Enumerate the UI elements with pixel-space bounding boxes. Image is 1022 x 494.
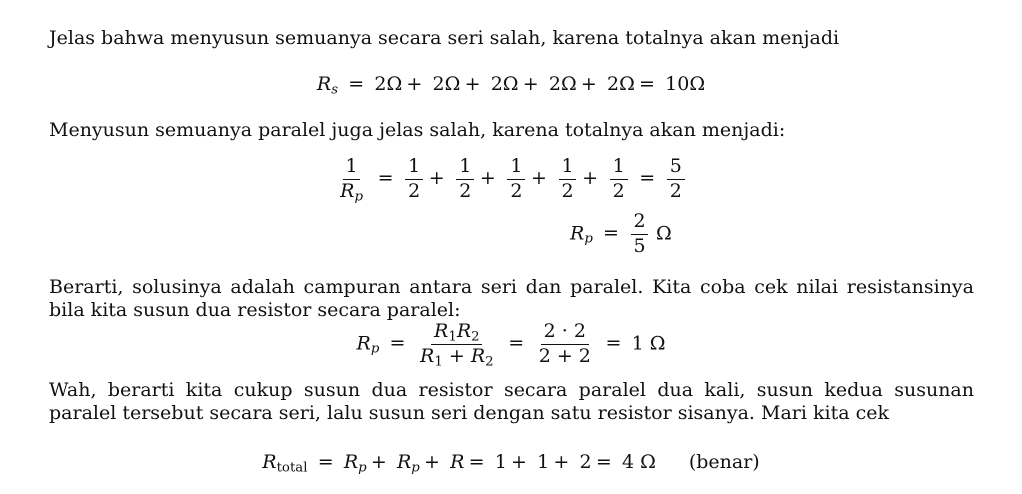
equation-parallel-sum: $\frac{1}{R_p}$ = $\frac{1}{2}$ + $\frac{1}{2}$ + $\frac{1}{2}$ + $\frac{1}{2}$ + $\frac{1}{2}$ = $\frac{5}{2}$: [0, 156, 1022, 203]
equation-total: $R_{total} = R_p + R_p + R = 1 + 1 + 2 = 4$ Ω (benar): [262, 451, 760, 476]
paragraph-mixed-intro: Berarti, solusinya adalah campuran antara seri dan paralel. Kita coba cek nilai resistansinya bila kita susun dua resistor secara paralel:: [49, 276, 974, 321]
equation-series: $R_s = 2\Omega + 2\Omega + 2\Omega + 2\Omega + 2\Omega = 10\Omega$: [316, 73, 706, 98]
paragraph-conclusion: Wah, berarti kita cukup susun dua resistor secara paralel dua kali, susun kedua susunan paralel tersebut secara seri, lalu susun seri dengan satu resistor sisanya. Mari kita cek: [49, 379, 974, 424]
paragraph-parallel-intro: Menyusun semuanya paralel juga jelas salah, karena totalnya akan menjadi:: [49, 119, 786, 141]
equation-two-parallel: $R_p$ = $\frac{R_1R_2}{R_1 + R_2}$ = $\frac{2 \cdot 2}{2 + 2}$ = 1 Ω: [356, 320, 666, 370]
equation-parallel-result: $R_p$ = $\frac{2}{5}$ Ω: [570, 210, 672, 257]
paragraph-series-intro: Jelas bahwa menyusun semuanya secara seri salah, karena totalnya akan menjadi: [49, 27, 840, 49]
